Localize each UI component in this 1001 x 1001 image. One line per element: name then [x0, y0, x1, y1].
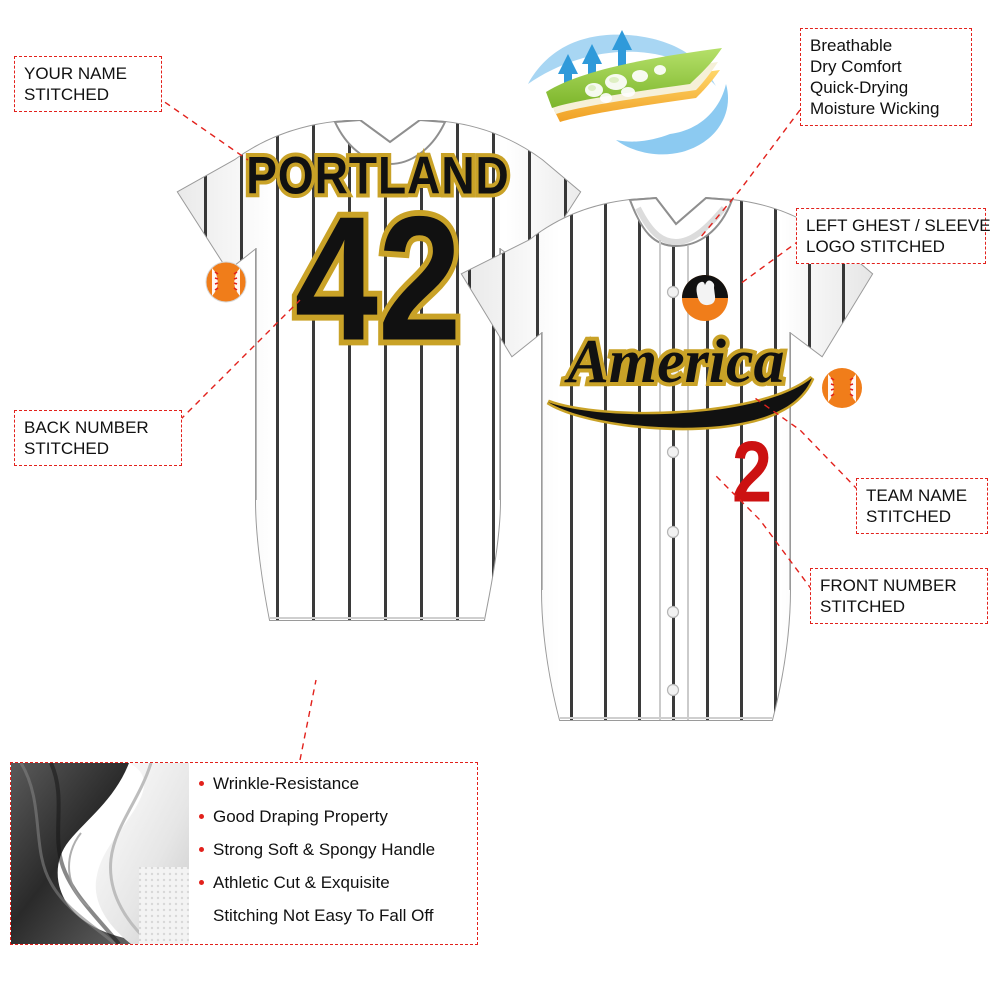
- callout-team-name-line2: STITCHED: [866, 507, 951, 526]
- callout-front-number-line1: FRONT NUMBER: [820, 576, 957, 595]
- bullet-icon: [199, 814, 204, 819]
- fabric-feature-list: [189, 763, 477, 944]
- callout-breathable-line3: Quick-Drying: [810, 78, 909, 97]
- fabric-swatch-image: [11, 763, 189, 944]
- callout-breathable-line1: Breathable: [810, 36, 893, 55]
- bullet-icon: [199, 847, 204, 852]
- callout-your-name-line1: YOUR NAME: [24, 64, 127, 83]
- callout-front-number: [810, 568, 988, 624]
- callout-your-name-line2: STITCHED: [24, 85, 109, 104]
- feature-item-1-label: Wrinkle-Resistance: [213, 774, 360, 793]
- svg-text:42: 42: [294, 178, 462, 378]
- feature-item-1: [199, 773, 473, 794]
- callout-back-number-line2: STITCHED: [24, 439, 109, 458]
- callout-back-number: [14, 410, 182, 466]
- callout-team-name: [856, 478, 988, 534]
- feature-item-3: [199, 839, 473, 860]
- bullet-icon: [199, 880, 204, 885]
- callout-front-number-line2: STITCHED: [820, 597, 905, 616]
- feature-item-3-label: Strong Soft & Spongy Handle: [213, 840, 436, 859]
- svg-text:2: 2: [731, 423, 773, 521]
- feature-item-2-label: Good Draping Property: [213, 807, 388, 826]
- callout-breathable: [800, 28, 972, 126]
- bullet-icon: [199, 781, 204, 786]
- callout-your-name: [14, 56, 162, 112]
- callout-left-chest-line2: LOGO STITCHED: [806, 237, 945, 256]
- callout-team-name-line1: TEAM NAME: [866, 486, 968, 505]
- feature-item-5: [199, 905, 473, 926]
- feature-item-4-label: Athletic Cut & Exquisite: [213, 873, 390, 892]
- feature-item-5-label: Stitching Not Easy To Fall Off: [213, 906, 434, 925]
- feature-item-4: [199, 872, 473, 893]
- callout-back-number-line1: BACK NUMBER: [24, 418, 149, 437]
- fabric-feature-box: [10, 762, 478, 945]
- svg-text:PORTLAND: PORTLAND: [246, 145, 510, 206]
- callout-left-chest-line1: LEFT GHEST / SLEEVE: [806, 216, 991, 235]
- callout-left-chest: [796, 208, 991, 264]
- callout-breathable-line4: Moisture Wicking: [810, 99, 940, 118]
- svg-text:America: America: [567, 328, 785, 396]
- callout-breathable-line2: Dry Comfort: [810, 57, 902, 76]
- feature-item-2: [199, 806, 473, 827]
